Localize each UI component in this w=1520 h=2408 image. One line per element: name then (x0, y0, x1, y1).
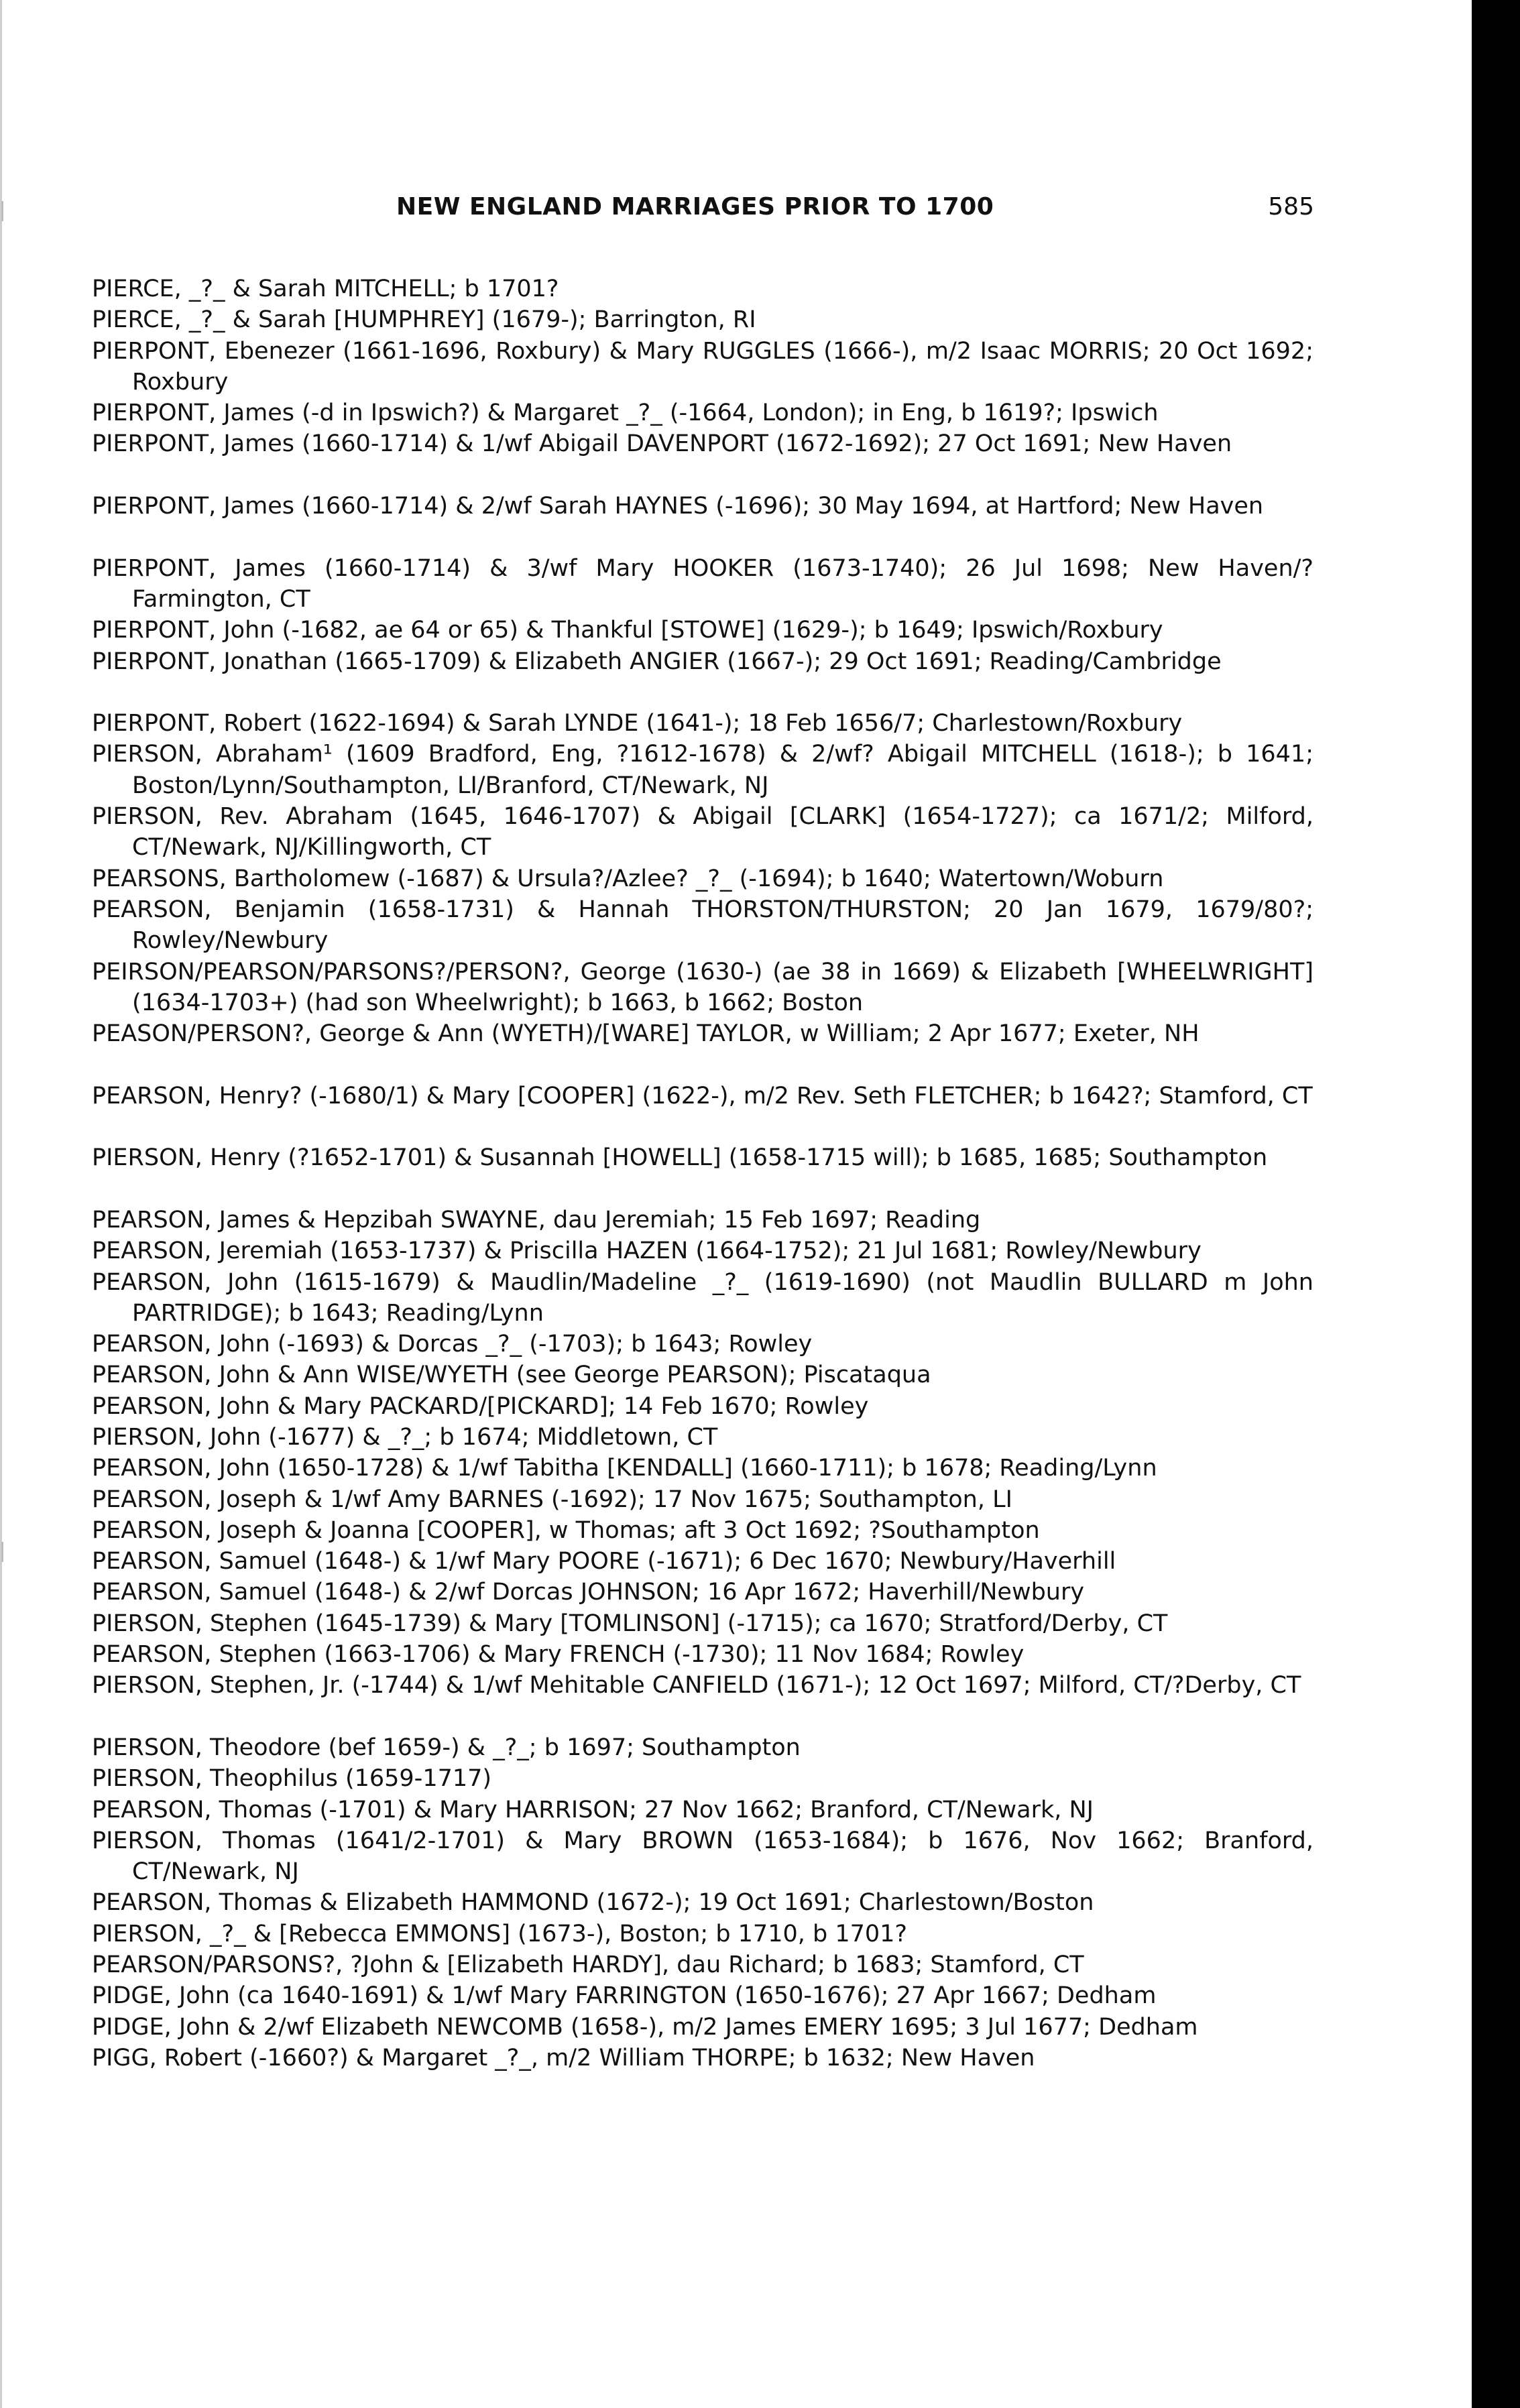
marriage-entry: PEASON/PERSON?, George & Ann (WYETH)/[WARE] TAYLOR, w William; 2 Apr 1677; Exeter, NH (92, 1020, 1200, 1048)
marriage-entry: PEARSON, James & Hepzibah SWAYNE, dau Jeremiah; 15 Feb 1697; Reading (92, 1206, 981, 1233)
marriage-entry: PIERPONT, Jonathan (1665-1709) & Elizabeth ANGIER (1667-); 29 Oct 1691; Reading/Cambridge (92, 648, 1222, 675)
marriage-entry: PEARSON, Benjamin (1658-1731) & Hannah THORSTON/THURSTON; 20 Jan 1679, 1679/80?; Rowley/Newbury (92, 896, 1313, 955)
marriage-entry: PIERSON, Stephen (1645-1739) & Mary [TOMLINSON] (-1715); ca 1670; Stratford/Derby, CT (92, 1610, 1168, 1637)
marriage-entry: PEARSON, Samuel (1648-) & 2/wf Dorcas JOHNSON; 16 Apr 1672; Haverhill/Newbury (92, 1579, 1085, 1606)
marriage-entry: PIERPONT, James (-d in Ipswich?) & Margaret _?_ (-1664, London); in Eng, b 1619?; Ipswich (92, 400, 1159, 427)
marriage-entry: PEARSON, Samuel (1648-) & 1/wf Mary POORE (-1671); 6 Dec 1670; Newbury/Haverhill (92, 1548, 1116, 1575)
marriage-entry: PIERSON, John (-1677) & _?_; b 1674; Middletown, CT (92, 1423, 718, 1451)
page-header (91, 193, 1314, 233)
scan-mark (1, 201, 3, 221)
marriage-entry: PEIRSON/PEARSON/PARSONS?/PERSON?, George (1630-) (ae 38 in 1669) & Elizabeth [WHEELWRIGHT] (1634-1703+) (had son Wheelwright); b 1663, b 1662; Boston (92, 958, 1313, 1016)
marriage-entry: PEARSON, Jeremiah (1653-1737) & Priscilla HAZEN (1664-1752); 21 Jul 1681; Rowley/Newbury (92, 1238, 1202, 1265)
page-title: NEW ENGLAND MARRIAGES PRIOR TO 1700 (396, 193, 994, 221)
marriage-entry: PIERSON, Stephen, Jr. (-1744) & 1/wf Mehitable CANFIELD (1671-); 12 Oct 1697; Milford, CT/?Derby, CT (92, 1672, 1301, 1699)
marriage-entry: PEARSON, Henry? (-1680/1) & Mary [COOPER] (1622-), m/2 Rev. Seth FLETCHER; b 1642?; Stamford, CT (92, 1082, 1313, 1109)
marriage-entry: PEARSON, Joseph & Joanna [COOPER], w Thomas; aft 3 Oct 1692; ?Southampton (92, 1516, 1040, 1544)
marriage-entry: PIDGE, John (ca 1640-1691) & 1/wf Mary FARRINGTON (1650-1676); 27 Apr 1667; Dedham (92, 1982, 1157, 2010)
marriage-entry: PIERSON, Thomas (1641/2-1701) & Mary BROWN (1653-1684); b 1676, Nov 1662; Branford, CT/Newark, NJ (92, 1827, 1313, 1886)
marriage-entry: PEARSON, Thomas & Elizabeth HAMMOND (1672-); 19 Oct 1691; Charlestown/Boston (92, 1889, 1094, 1917)
marriage-entry: PIERSON, _?_ & [Rebecca EMMONS] (1673-), Boston; b 1710, b 1701? (92, 1920, 907, 1947)
marriage-entry: PEARSON, John (1615-1679) & Maudlin/Madeline _?_ (1619-1690) (not Maudlin BULLARD m John PARTRIDGE); b 1643; Reading/Lynn (92, 1268, 1313, 1327)
marriage-entry: PEARSON, Joseph & 1/wf Amy BARNES (-1692); 17 Nov 1675; Southampton, LI (92, 1486, 1012, 1513)
marriage-entry: PEARSON, John (1650-1728) & 1/wf Tabitha [KENDALL] (1660-1711); b 1678; Reading/Lynn (92, 1455, 1157, 1482)
marriage-entry: PIDGE, John & 2/wf Elizabeth NEWCOMB (1658-), m/2 James EMERY 1695; 3 Jul 1677; Dedham (92, 2013, 1198, 2041)
marriage-entry: PIERSON, Henry (?1652-1701) & Susannah [HOWELL] (1658-1715 will); b 1685, 1685; Southampton (92, 1144, 1268, 1172)
marriage-entry: PIERSON, Theophilus (1659-1717) (92, 1765, 492, 1793)
marriage-entry: PIGG, Robert (-1660?) & Margaret _?_, m/2 William THORPE; b 1632; New Haven (92, 2044, 1035, 2071)
marriage-entry: PIERPONT, John (-1682, ae 64 or 65) & Thankful [STOWE] (1629-); b 1649; Ipswich/Roxbury (92, 617, 1163, 644)
marriage-entry: PIERCE, _?_ & Sarah [HUMPHREY] (1679-); Barrington, RI (92, 306, 756, 334)
page-number: 585 (1268, 193, 1314, 221)
marriage-entry: PIERCE, _?_ & Sarah MITCHELL; b 1701? (92, 276, 559, 302)
marriage-entry: PEARSON, Thomas (-1701) & Mary HARRISON; 27 Nov 1662; Branford, CT/Newark, NJ (92, 1796, 1094, 1823)
marriage-entry: PEARSON, John (-1693) & Dorcas _?_ (-1703); b 1643; Rowley (92, 1331, 813, 1358)
marriage-entry: PEARSON/PARSONS?, ?John & [Elizabeth HARDY], dau Richard; b 1683; Stamford, CT (92, 1951, 1084, 1979)
marriage-entry: PIERPONT, James (1660-1714) & 3/wf Mary HOOKER (1673-1740); 26 Jul 1698; New Haven/?Farmington, CT (92, 554, 1313, 613)
marriage-entries (92, 274, 1313, 2073)
marriage-entry: PIERSON, Abraham¹ (1609 Bradford, Eng, ?1612-1678) & 2/wf? Abigail MITCHELL (1618-); b 1641; Boston/Lynn/Southampton, LI/Branford, CT/Newark, NJ (92, 741, 1313, 799)
scan-left-edge (0, 0, 2, 2408)
marriage-entry: PIERPONT, James (1660-1714) & 1/wf Abigail DAVENPORT (1672-1692); 27 Oct 1691; New Haven (92, 430, 1232, 458)
marriage-entry: PIERSON, Rev. Abraham (1645, 1646-1707) & Abigail [CLARK] (1654-1727); ca 1671/2; Milford, CT/Newark, NJ/Killingworth, CT (92, 803, 1313, 861)
marriage-entry: PEARSON, John & Ann WISE/WYETH (see George PEARSON); Piscataqua (92, 1362, 931, 1389)
marriage-entry: PIERPONT, James (1660-1714) & 2/wf Sarah HAYNES (-1696); 30 May 1694, at Hartford; New Haven (92, 493, 1264, 520)
scan-right-edge (1472, 0, 1520, 2408)
marriage-entry: PIERPONT, Ebenezer (1661-1696, Roxbury) & Mary RUGGLES (1666-), m/2 Isaac MORRIS; 20 Oct 1692; Roxbury (92, 337, 1313, 396)
marriage-entry: PIERPONT, Robert (1622-1694) & Sarah LYNDE (1641-); 18 Feb 1656/7; Charlestown/Roxbury (92, 710, 1183, 737)
marriage-entry: PIERSON, Theodore (bef 1659-) & _?_; b 1697; Southampton (92, 1734, 801, 1761)
marriage-entry: PEARSON, John & Mary PACKARD/[PICKARD]; 14 Feb 1670; Rowley (92, 1392, 869, 1420)
scan-mark (1, 1542, 3, 1562)
marriage-entry: PEARSON, Stephen (1663-1706) & Mary FRENCH (-1730); 11 Nov 1684; Rowley (92, 1641, 1025, 1669)
marriage-entry: PEARSONS, Bartholomew (-1687) & Ursula?/Azlee? _?_ (-1694); b 1640; Watertown/Woburn (92, 865, 1164, 892)
